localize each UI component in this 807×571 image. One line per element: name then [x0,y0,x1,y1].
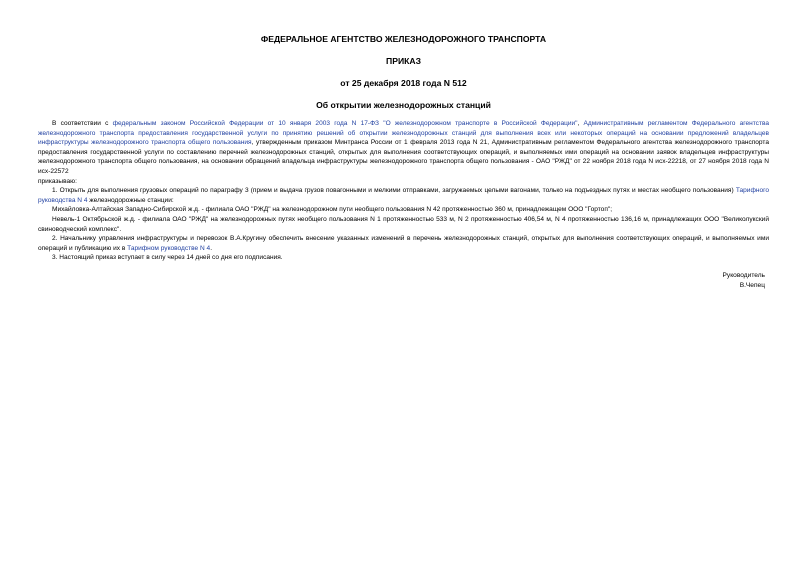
item-1-text-2: железнодорожные станции: [87,196,174,204]
item-1-paragraph [38,186,769,205]
station-2-paragraph: Невель-1 Октябрьской ж.д. - филиала ОАО "РЖД" на железнодорожных путях необщего пользования N 1 протяженностью 533 м, N 2 протяженностью 406,54 м, N 4 протяженностью 136,16 м, принадлежащих ООО "Великолукский свиноводческий комплекс". [38,215,769,233]
tariff-guide-link-1[interactable]: Тарифного руководства N 4 [38,187,769,204]
item-2-paragraph [38,234,769,253]
admin-regulation-link[interactable]: Административным регламентом Федерального агентства железнодорожного транспорта предоставления государственной услуги по принятию решений об открытии железнодорожных станций для выполнения всех или некоторых операций на основании предложений владельцев инфраструктуры железнодорожного транспорта общего пользования [38,120,770,147]
signatory-title: Руководитель [722,271,765,279]
document-body [38,119,769,263]
signatory-name: В.Чепец [739,281,765,289]
preamble-text-1: В соответствии с [52,120,113,127]
item-2-text-2: . [210,244,213,252]
signature-block [38,271,769,290]
preamble-text-2: , [577,120,584,127]
federal-law-link[interactable]: федеральным законом Российской Федерации от 10 января 2003 года N 17-ФЗ "О железнодорожном транспорте в Российской Федерации" [112,120,578,127]
item-2-text-1: 2. Начальнику управления инфраструктуры и перевозок В.А.Кругину обеспечить внесение указанных изменений в перечень железнодорожных станций, открытых для выполнения соответствующих операций, и выполняемых ими операций и публикацию их в [38,235,769,252]
item-1-text-1: 1. Открыть для выполнения грузовых операций по параграфу 3 (прием и выдача грузов повагонными и мелкими отправками, загружаемых целыми вагонами, только на подъездных путях и местах необщего пользования) [52,187,736,195]
preamble-paragraph [38,119,769,177]
document-type: ПРИКАЗ [386,56,421,66]
station-1-paragraph: Михайловка-Алтайская Западно-Сибирской ж.д. - филиала ОАО "РЖД" на железнодорожном пути необщего пользования N 42 протяженностью 360 м, принадлежащем ООО "Гортоп"; [52,206,613,214]
document-date-number: от 25 декабря 2018 года N 512 [340,78,467,88]
agency-name: ФЕДЕРАЛЬНОЕ АГЕНТСТВО ЖЕЛЕЗНОДОРОЖНОГО ТРАНСПОРТА [260,34,547,44]
order-word: приказываю: [38,177,77,185]
document-subject: Об открытии железнодорожных станций [316,100,491,110]
tariff-guide-link-2[interactable]: Тарифном руководстве N 4 [127,244,211,252]
item-3-paragraph: 3. Настоящий приказ вступает в силу через 14 дней со дня его подписания. [52,254,283,262]
preamble-text-3: , утвержденным приказом Минтранса России от 1 февраля 2013 года N 21, Административным регламентом Федерального агентства железнодорожного транспорта предоставления государственной услуги по составлению перечней железнодорожных станций, открытых для выполнения соответствующих операций, и выполняемых ими операций на основании заявок владельцев инфраструктуры железнодорожного транспорта общего пользования, на основании обращений владельца инфраструктуры железнодорожного транспорта общего пользования - ОАО "РЖД" от 22 ноября 2018 года N исх-22218, от 27 ноября 2018 года N исх-22572 [38,139,769,175]
